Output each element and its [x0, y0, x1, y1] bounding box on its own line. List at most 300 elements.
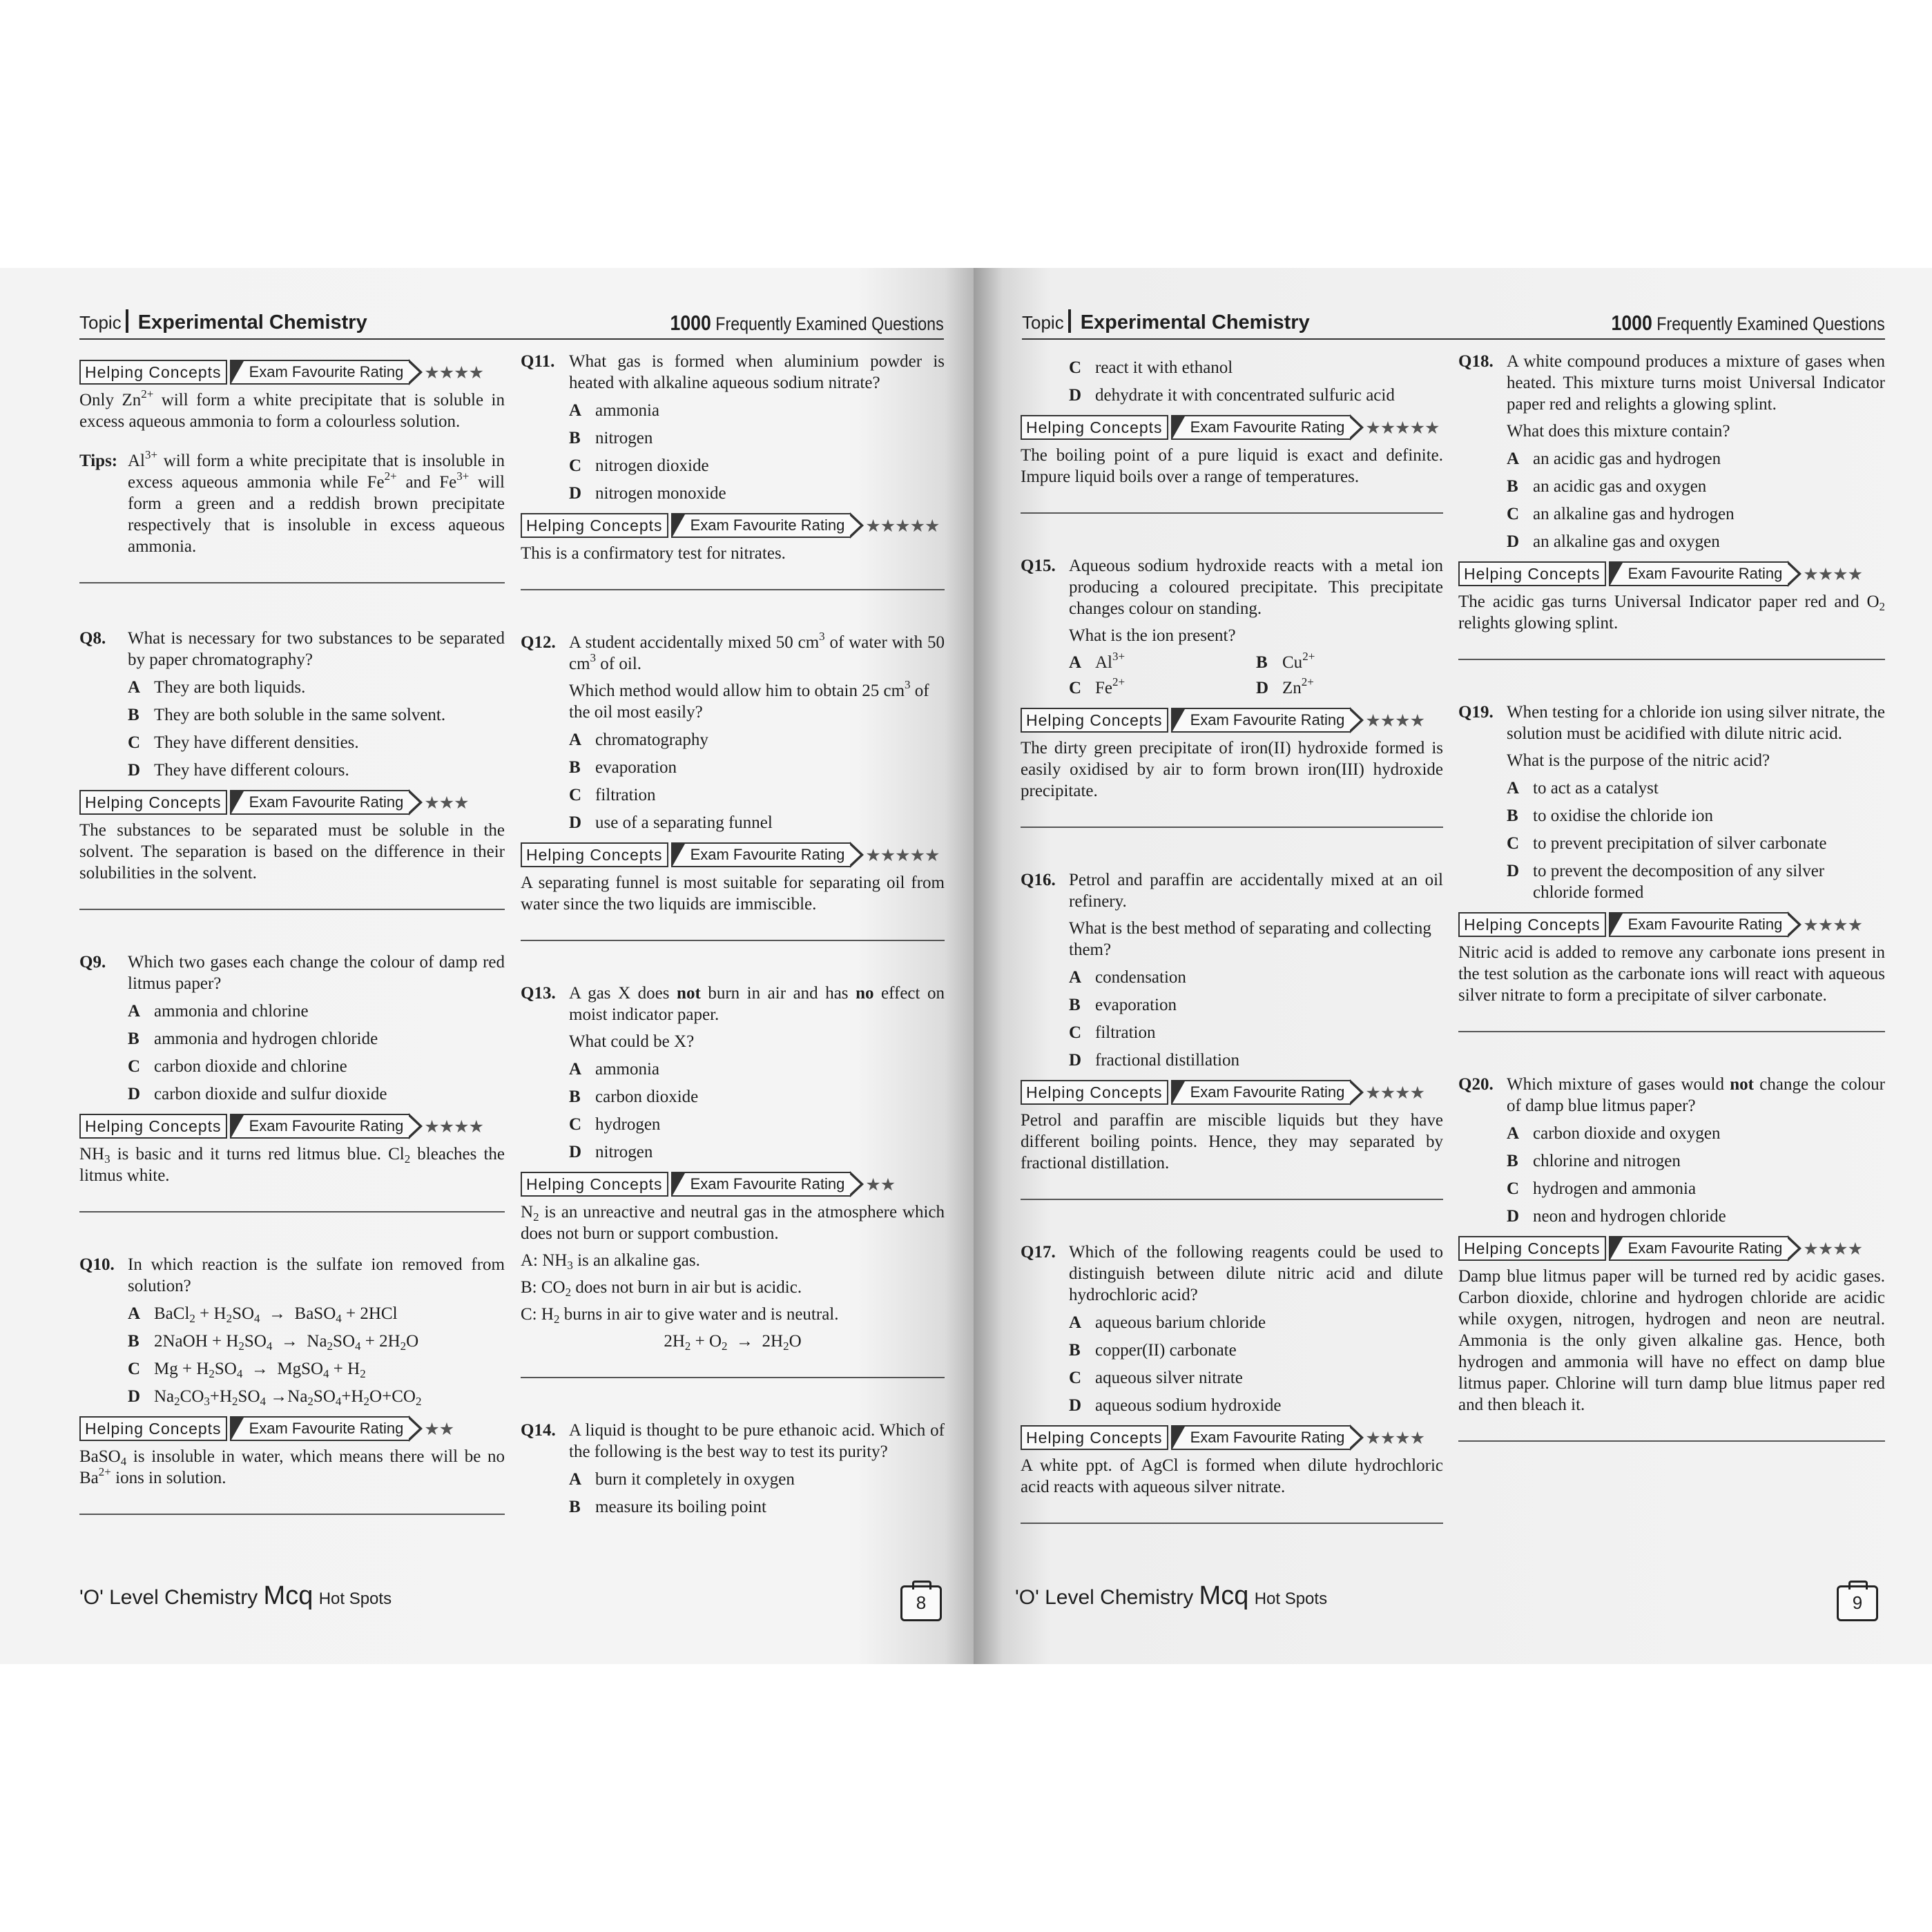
exam-rating-label: Exam Favourite Rating — [1171, 1425, 1351, 1450]
left-column-1 — [79, 351, 505, 1515]
explanation-text: Only $Zn^{2+}$ will form a white precipitate that is soluble in excess aqueous ammonia to form a colourless solution. — [79, 387, 505, 431]
question-stem — [1458, 702, 1885, 744]
option-letter: A — [569, 1060, 582, 1079]
helping-concepts-label: Helping Concepts — [521, 513, 668, 538]
chemical-equation: $2H_2 + O_2 \to 2H_2O$ — [664, 1332, 802, 1353]
exam-rating-label: Exam Favourite Rating — [230, 1416, 409, 1441]
answer-option[interactable] — [128, 1331, 505, 1352]
exam-rating-label: Exam Favourite Rating — [230, 790, 409, 815]
answer-option[interactable] — [569, 1469, 945, 1490]
option-text: burn it completely in oxygen — [595, 1470, 795, 1489]
tips-label: Tips: — [79, 452, 118, 470]
exam-rating-label: Exam Favourite Rating — [230, 1114, 409, 1139]
star-rating-icon: ★★★★★ — [865, 844, 940, 865]
helping-concepts-label: Helping Concepts — [1458, 1236, 1606, 1261]
helping-concepts-label: Helping Concepts — [79, 1114, 227, 1139]
separator — [79, 582, 505, 583]
option-letter: A — [1507, 779, 1520, 798]
exam-rating-label: Exam Favourite Rating — [1171, 415, 1351, 440]
star-rating-icon: ★★★★ — [424, 362, 483, 383]
question-text: In which reaction is the sulfate ion removed from solution? — [128, 1255, 505, 1295]
answer-option[interactable] — [1507, 476, 1885, 497]
right-column-2 — [1458, 351, 1885, 1442]
question-subtext: What is the purpose of the nitric acid? — [1507, 751, 1770, 770]
option-letter: C — [569, 456, 582, 475]
question-subtext: What does this mixture contain? — [1507, 422, 1730, 441]
option-text: evaporation — [1095, 996, 1177, 1014]
option-letter: A — [1507, 1124, 1520, 1143]
series-title: 1000 Frequently Examined Questions — [670, 311, 944, 335]
question-number: Q14. — [521, 1421, 556, 1440]
option-letter: C — [128, 1360, 141, 1378]
answer-option[interactable] — [569, 1496, 945, 1518]
option-letter: D — [569, 1143, 582, 1161]
answer-option[interactable] — [569, 812, 945, 833]
answer-option[interactable] — [1069, 1312, 1443, 1333]
explanation-text: $NH_3$ is basic and it turns red litmus blue. $Cl_2$ bleaches the litmus white. — [79, 1145, 505, 1185]
answer-option[interactable] — [1069, 967, 1443, 988]
option-text: ammonia and chlorine — [154, 1002, 309, 1021]
question-stem — [1021, 1242, 1443, 1306]
question-text: Petrol and paraffin are accidentally mixed at an oil refinery. — [1069, 871, 1443, 911]
helping-concepts-label: Helping Concepts — [1458, 561, 1606, 586]
question-number: Q18. — [1458, 352, 1494, 371]
answer-option[interactable]: B $Cu^{2+}$ — [1256, 650, 1315, 672]
option-letter: C — [569, 1115, 582, 1134]
question-text: When testing for a chloride ion using silver nitrate, the solution must be acidified with dilute nitric acid. — [1507, 703, 1885, 743]
question-stem — [1458, 1074, 1885, 1117]
separator — [1021, 1199, 1443, 1200]
option-letter: D — [1069, 1396, 1082, 1415]
option-text: ammonia and hydrogen chloride — [154, 1030, 378, 1048]
answer-option[interactable] — [128, 1358, 505, 1380]
option-text: nitrogen — [595, 429, 653, 447]
answer-option[interactable] — [569, 455, 945, 476]
answer-option[interactable] — [569, 729, 945, 751]
option-text: chromatography — [595, 731, 708, 749]
option-letter: C — [569, 786, 582, 804]
option-letter: D — [1069, 1051, 1082, 1070]
explanation-text: Petrol and paraffin are miscible liquids but they have different boiling points. Hence, they may separated by fractional distillation. — [1021, 1111, 1443, 1172]
star-rating-icon: ★★★★ — [1365, 1427, 1424, 1448]
option-letter: B — [1507, 1152, 1518, 1170]
separator — [521, 589, 945, 590]
question-16 — [1021, 869, 1443, 1200]
question-text: What is necessary for two substances to be separated by paper chromatography? — [128, 629, 505, 669]
helping-concepts-bar — [521, 1171, 945, 1197]
page-number-badge: 8 — [900, 1585, 942, 1621]
helping-concepts-bar — [79, 1416, 505, 1442]
option-letter: D — [569, 813, 582, 832]
right-column-1 — [1021, 351, 1443, 1524]
option-letter: D — [128, 1387, 141, 1406]
star-rating-icon: ★★★★ — [1803, 914, 1862, 935]
question-9 — [79, 951, 505, 1213]
option-text: They have different densities. — [154, 733, 359, 752]
helping-concepts-bar — [521, 512, 945, 539]
helping-concepts-bar — [79, 359, 505, 385]
star-rating-icon: ★★★★ — [424, 1116, 483, 1137]
answer-option[interactable] — [128, 704, 505, 726]
answer-option[interactable] — [128, 1303, 505, 1324]
question-text: Which of the following reagents could be used to distinguish between dilute nitric acid and dilute hydrochloric acid? — [1069, 1243, 1443, 1304]
option-text: nitrogen — [595, 1143, 653, 1161]
helping-concepts-label: Helping Concepts — [1021, 415, 1168, 440]
option-text: condensation — [1095, 968, 1186, 987]
helping-concepts-bar — [521, 842, 945, 868]
answer-option[interactable] — [1069, 1340, 1443, 1361]
question-18 — [1458, 351, 1885, 660]
helping-concepts-bar — [79, 789, 505, 815]
left-column-2 — [521, 351, 945, 1518]
option-text: aqueous barium chloride — [1095, 1313, 1266, 1332]
question-text: A student accidentally mixed 50 $cm^3$ of water with 50 $cm^3$ of oil. — [569, 630, 945, 673]
separator — [79, 909, 505, 910]
answer-option[interactable] — [128, 1083, 505, 1105]
explanation-text: A white ppt. of AgCl is formed when dilute hydrochloric acid reacts with aqueous silver nitrate. — [1021, 1456, 1443, 1496]
answer-option[interactable] — [128, 732, 505, 753]
answer-option[interactable] — [569, 1141, 945, 1163]
option-text: to oxidise the chloride ion — [1533, 806, 1714, 825]
star-rating-icon: ★★ — [424, 1418, 454, 1439]
helping-concepts-label: Helping Concepts — [79, 1416, 227, 1441]
question-text: A white compound produces a mixture of gases when heated. This mixture turns moist Universal Indicator paper red and relights a glowing splint. — [1507, 352, 1885, 414]
answer-option[interactable] — [1069, 1395, 1443, 1416]
question-stem — [521, 351, 945, 394]
question-7-answer — [79, 359, 505, 583]
answer-option[interactable] — [569, 400, 945, 421]
question-subtext: Which method would allow him to obtain 25 $cm^3$ of the oil most easily? — [569, 678, 929, 722]
option-letter: B — [569, 429, 581, 447]
question-14-continued — [1021, 357, 1443, 514]
answer-option[interactable] — [1507, 805, 1885, 827]
answer-option[interactable] — [569, 784, 945, 806]
page-number-badge: 9 — [1837, 1585, 1878, 1621]
option-text: copper(II) carbonate — [1095, 1341, 1237, 1360]
answer-option[interactable] — [569, 427, 945, 449]
question-stem — [1021, 555, 1443, 619]
option-text: aqueous silver nitrate — [1095, 1369, 1243, 1387]
question-stem — [79, 1254, 505, 1297]
explanation-text: BaSO$_4$ is insoluble in water, which means there will be no $Ba^{2+}$ ions in solution. — [79, 1447, 505, 1487]
separator — [1021, 1523, 1443, 1524]
option-letter: C — [128, 1057, 141, 1076]
question-number: Q20. — [1458, 1075, 1494, 1094]
answer-option[interactable] — [1507, 860, 1885, 903]
question-stem — [79, 628, 505, 670]
helping-concepts-label: Helping Concepts — [1021, 1080, 1168, 1105]
explanation-text: The boiling point of a pure liquid is exact and definite. Impure liquid boils over a range of temperatures. — [1021, 446, 1443, 486]
answer-option[interactable] — [569, 483, 945, 504]
option-letter: B — [1507, 477, 1518, 496]
star-rating-icon: ★★★★ — [1365, 710, 1424, 731]
exam-rating-label: Exam Favourite Rating — [671, 513, 851, 538]
star-rating-icon: ★★★★ — [1803, 1238, 1862, 1259]
option-text: ammonia — [595, 1060, 660, 1079]
question-number: Q11. — [521, 352, 555, 371]
option-letter: C — [128, 733, 141, 752]
star-rating-icon: ★★★★★ — [865, 515, 940, 536]
question-20 — [1458, 1074, 1885, 1442]
answer-option[interactable] — [128, 1056, 505, 1077]
answer-option[interactable] — [1507, 503, 1885, 525]
option-text: fractional distillation — [1095, 1051, 1239, 1070]
answer-option[interactable] — [1507, 1206, 1885, 1227]
option-text: neon and hydrogen chloride — [1533, 1207, 1726, 1226]
helping-concepts-bar — [1021, 1424, 1443, 1451]
answer-option[interactable] — [569, 1086, 945, 1108]
question-number: Q9. — [79, 953, 106, 972]
question-10 — [79, 1254, 505, 1515]
page-header — [79, 304, 944, 340]
explanation-text: Nitric acid is added to remove any carbonate ions present in the test solution as the carbonate ions will react with aqueous silver nitrate to form a precipitate of silver carbonate. — [1458, 943, 1885, 1005]
answer-option[interactable] — [1069, 1367, 1443, 1389]
helping-concepts-bar — [1458, 1235, 1885, 1262]
separator — [521, 1377, 945, 1378]
question-14 — [521, 1420, 945, 1518]
exam-rating-label: Exam Favourite Rating — [1171, 1080, 1351, 1105]
exam-rating-label: Exam Favourite Rating — [671, 842, 851, 867]
helping-concepts-label: Helping Concepts — [521, 1172, 668, 1197]
answer-option[interactable] — [1069, 1050, 1443, 1071]
option-letter: C — [1069, 1023, 1082, 1042]
option-text: aqueous sodium hydroxide — [1095, 1396, 1282, 1415]
book-spread — [0, 268, 1932, 1664]
question-number: Q15. — [1021, 557, 1056, 575]
option-text: ammonia — [595, 401, 660, 420]
option-letter: B — [128, 1030, 139, 1048]
helping-concepts-label: Helping Concepts — [79, 360, 227, 385]
answer-option[interactable] — [569, 1114, 945, 1135]
answer-option[interactable] — [128, 677, 505, 698]
exam-rating-label: Exam Favourite Rating — [1609, 561, 1788, 586]
option-letter: B — [569, 1498, 581, 1516]
question-subtext: What is the ion present? — [1069, 626, 1236, 645]
option-text: to prevent precipitation of silver carbonate — [1533, 834, 1827, 853]
answer-option[interactable] — [1507, 833, 1885, 854]
option-letter: D — [1507, 532, 1520, 551]
option-text: measure its boiling point — [595, 1498, 766, 1516]
helping-concepts-bar — [1021, 707, 1443, 733]
explanation-text: The acidic gas turns Universal Indicator paper red and $O_2$ relights glowing splint. — [1458, 592, 1885, 632]
answer-option[interactable] — [1507, 448, 1885, 470]
answer-option[interactable]: D dehydrate it with concentrated sulfuric acid — [1069, 386, 1395, 405]
answer-option[interactable]: A $Al^{3+}$ — [1069, 650, 1126, 672]
tips-section — [79, 450, 505, 557]
answer-option[interactable] — [569, 757, 945, 778]
helping-concepts-bar — [1458, 561, 1885, 587]
star-rating-icon: ★★★ — [424, 792, 469, 813]
option-text: They are both liquids. — [154, 678, 306, 697]
option-text: 2NaOH + $H_2SO_4 \to Na_2SO_4 + 2H_2O$ — [154, 1332, 419, 1353]
answer-option[interactable] — [1069, 1022, 1443, 1043]
separator — [79, 1211, 505, 1213]
option-text: hydrogen and ammonia — [1533, 1179, 1697, 1198]
explanation-text: Damp blue litmus paper will be turned red by acidic gases. Carbon dioxide, chlorine and hydrogen chloride are acidic while oxygen, nitrogen, hydrogen and neon are neutral. Ammonia is the only given alkaline gas. Hence, both hydrogen and ammonia will have no effect on damp blue litmus paper. Chlorine will turn damp blue litmus paper red and then bleach it. — [1458, 1267, 1885, 1414]
question-number: Q8. — [79, 629, 106, 648]
page-header — [1022, 304, 1885, 340]
option-text: an alkaline gas and hydrogen — [1533, 505, 1735, 523]
helping-concepts-bar — [1021, 1079, 1443, 1105]
question-number: Q13. — [521, 984, 556, 1003]
answer-option[interactable] — [128, 760, 505, 781]
exam-rating-label: Exam Favourite Rating — [230, 360, 409, 385]
option-text: filtration — [1095, 1023, 1156, 1042]
answer-option[interactable] — [128, 1386, 505, 1407]
option-text: use of a separating funnel — [595, 813, 773, 832]
tips-text: $Al^{3+}$ will form a white precipitate that is insoluble in excess aqueous ammonia while $Fe^{2+}$ and $Fe^{3+}$ will form a green and a reddish brown precipitate respectively that is insoluble in excess aqueous ammonia. — [128, 448, 505, 556]
topic-label: Topic Experimental Chemistry — [79, 309, 367, 334]
answer-option[interactable] — [1507, 1178, 1885, 1199]
question-subtext: What is the best method of separating and collecting them? — [1069, 919, 1431, 959]
option-letter: A — [1507, 450, 1520, 468]
option-letter: B — [1507, 806, 1518, 825]
explanation-text: The substances to be separated must be soluble in the solvent. The separation is based on the difference in their solubilities in the solvent. — [79, 821, 505, 882]
question-stem — [521, 983, 945, 1025]
answer-option[interactable] — [128, 1028, 505, 1050]
option-letter: B — [569, 758, 581, 777]
option-text: carbon dioxide and sulfur dioxide — [154, 1085, 387, 1103]
separator — [1458, 659, 1885, 660]
question-stem — [521, 1420, 945, 1462]
option-letter: D — [1507, 1207, 1520, 1226]
star-rating-icon: ★★★★★ — [1365, 417, 1440, 438]
book-footer: 'O' Level Chemistry Mcq Hot Spots — [1015, 1581, 1328, 1610]
option-text: nitrogen monoxide — [595, 484, 726, 503]
option-letter: D — [128, 1085, 141, 1103]
star-rating-icon: ★★★★ — [1365, 1082, 1424, 1103]
answer-option[interactable] — [1507, 1150, 1885, 1172]
question-number: Q17. — [1021, 1243, 1056, 1262]
explanation-text: $N_2$ is an unreactive and neutral gas in the atmosphere which does not burn or support combustion. — [521, 1203, 945, 1243]
question-17 — [1021, 1242, 1443, 1524]
book-footer: 'O' Level Chemistry Mcq Hot Spots — [79, 1581, 392, 1610]
helping-concepts-bar — [79, 1113, 505, 1139]
separator — [1021, 827, 1443, 828]
option-letter: D — [1507, 862, 1520, 880]
question-stem — [79, 951, 505, 994]
question-text: A liquid is thought to be pure ethanoic acid. Which of the following is the best way to test its purity? — [569, 1421, 945, 1461]
answer-option[interactable] — [1069, 994, 1443, 1016]
option-text: carbon dioxide and oxygen — [1533, 1124, 1721, 1143]
exam-rating-label: Exam Favourite Rating — [1609, 1236, 1788, 1261]
helping-concepts-bar — [1458, 911, 1885, 938]
exam-rating-label: Exam Favourite Rating — [1609, 912, 1788, 937]
question-12 — [521, 632, 945, 941]
question-text: What gas is formed when aluminium powder is heated with alkaline aqueous sodium nitrate? — [569, 352, 945, 392]
question-15 — [1021, 555, 1443, 828]
topic-label: Topic Experimental Chemistry — [1022, 309, 1310, 334]
option-letter: A — [569, 1470, 582, 1489]
option-letter: D — [128, 761, 141, 780]
question-19 — [1458, 702, 1885, 1032]
option-letter: B — [1069, 996, 1081, 1014]
option-text: evaporation — [595, 758, 677, 777]
answer-option[interactable]: C $Fe^{2+}$ — [1069, 675, 1126, 697]
answer-option[interactable] — [1507, 1123, 1885, 1144]
option-letter: B — [128, 1332, 139, 1351]
answer-option[interactable]: D $Zn^{2+}$ — [1256, 675, 1314, 697]
helping-concepts-label: Helping Concepts — [1021, 1425, 1168, 1450]
answer-option[interactable] — [1507, 531, 1885, 552]
option-text: $Na_2CO_3+H_2SO_4 \to Na_2SO_4+H_2O+CO_2$ — [154, 1387, 422, 1408]
explanation-note: B: $CO_2$ does not burn in air but is acidic. — [521, 1278, 802, 1299]
option-letter: A — [569, 731, 582, 749]
separator — [79, 1514, 505, 1515]
helping-concepts-label: Helping Concepts — [79, 790, 227, 815]
option-text: They are both soluble in the same solvent. — [154, 706, 446, 724]
option-text: $Mg + H_2SO_4$ → MgSO$_4$ + $H_2$ — [154, 1360, 366, 1380]
separator — [521, 940, 945, 941]
star-rating-icon: ★★★★ — [1803, 563, 1862, 584]
question-11 — [521, 351, 945, 590]
question-subtext: What could be X? — [569, 1032, 695, 1051]
answer-option[interactable] — [1507, 777, 1885, 799]
option-text: chlorine and nitrogen — [1533, 1152, 1681, 1170]
question-text: Which mixture of gases would not change the colour of damp blue litmus paper? — [1507, 1075, 1886, 1115]
separator — [1021, 512, 1443, 514]
option-text: an acidic gas and hydrogen — [1533, 450, 1721, 468]
separator — [1458, 1031, 1885, 1032]
answer-options — [1069, 652, 1443, 699]
question-number: Q16. — [1021, 871, 1056, 889]
explanation-text: A separating funnel is most suitable for separating oil from water since the two liquids are immiscible. — [521, 873, 945, 914]
helping-concepts-bar — [1021, 414, 1443, 441]
explanation-text: This is a confirmatory test for nitrates. — [521, 544, 786, 563]
option-text: to prevent the decomposition of any silver chloride formed — [1533, 862, 1825, 902]
answer-option[interactable] — [569, 1059, 945, 1080]
option-text: to act as a catalyst — [1533, 779, 1659, 798]
option-text: an acidic gas and oxygen — [1533, 477, 1707, 496]
right-page — [974, 268, 1932, 1664]
separator — [1458, 1440, 1885, 1442]
star-rating-icon: ★★ — [865, 1174, 896, 1195]
question-13 — [521, 983, 945, 1378]
option-letter: A — [1069, 968, 1082, 987]
option-letter: A — [1069, 1313, 1082, 1332]
helping-concepts-label: Helping Concepts — [521, 842, 668, 867]
question-number: Q12. — [521, 633, 556, 652]
helping-concepts-label: Helping Concepts — [1021, 708, 1168, 733]
exam-rating-label: Exam Favourite Rating — [1171, 708, 1351, 733]
explanation-text: The dirty green precipitate of iron(II) hydroxide formed is easily oxidised by air to form brown iron(III) hydroxide precipitate. — [1021, 739, 1443, 800]
option-text: an alkaline gas and oxygen — [1533, 532, 1720, 551]
answer-option[interactable] — [128, 1001, 505, 1022]
option-letter: B — [1069, 1341, 1081, 1360]
option-letter: C — [1507, 1179, 1520, 1198]
option-letter: C — [1507, 505, 1520, 523]
option-text: carbon dioxide — [595, 1088, 699, 1106]
answer-option[interactable]: C react it with ethanol — [1069, 358, 1233, 377]
question-text: Which two gases each change the colour of damp red litmus paper? — [128, 953, 505, 993]
option-letter: C — [1069, 1369, 1082, 1387]
explanation-note: C: $H_2$ burns in air to give water and is neutral. — [521, 1305, 839, 1326]
left-page — [0, 268, 974, 1664]
question-number: Q19. — [1458, 703, 1494, 722]
question-number: Q10. — [79, 1255, 115, 1274]
series-title: 1000 Frequently Examined Questions — [1611, 311, 1885, 335]
option-letter: C — [1507, 834, 1520, 853]
question-stem — [1458, 351, 1885, 415]
question-8 — [79, 628, 505, 910]
option-text: carbon dioxide and chlorine — [154, 1057, 347, 1076]
option-letter: B — [128, 706, 139, 724]
option-text: filtration — [595, 786, 656, 804]
helping-concepts-label: Helping Concepts — [1458, 912, 1606, 937]
option-letter: A — [128, 678, 141, 697]
option-text: BaCl$_2$ + $H_2SO_4$ → BaSO$_4$ + 2HCl — [154, 1304, 398, 1325]
explanation-note: A: $NH_3$ is an alkaline gas. — [521, 1251, 700, 1272]
